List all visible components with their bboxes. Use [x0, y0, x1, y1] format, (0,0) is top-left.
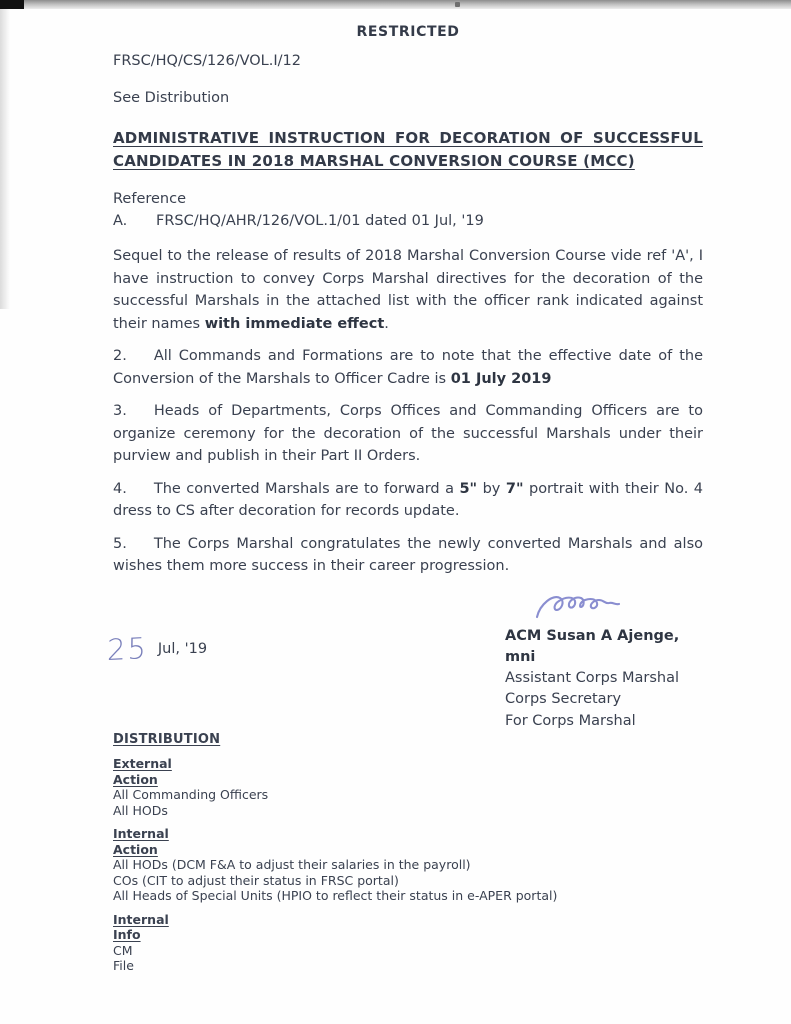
distribution-item: All Heads of Special Units (HPIO to reflect their status in e-APER portal) — [113, 888, 558, 903]
reference-heading: Reference — [113, 191, 187, 207]
signature-icon — [533, 590, 643, 622]
document-title: ADMINISTRATIVE INSTRUCTION FOR DECORATION OF SUCCESSFUL CANDIDATES IN 2018 MARSHAL CONVERSION COURSE (MCC) — [113, 129, 703, 170]
file-reference-number: FRSC/HQ/CS/126/VOL.I/12 — [113, 53, 301, 69]
signer-title-2: Corps Secretary — [505, 691, 622, 707]
paragraph-number: 3. — [113, 403, 127, 419]
paragraph-number: 2. — [113, 348, 127, 364]
scan-corner-mark — [0, 0, 24, 9]
distribution-type: Info — [113, 927, 141, 942]
paragraph-3: 3. Heads of Departments, Corps Offices and Commanding Officers are to organize ceremony for the decoration of the successful Marshals under their purview and publish in their Part II Orders. — [113, 403, 703, 464]
distribution-heading: DISTRIBUTION — [113, 731, 221, 747]
distribution-type: Action — [113, 771, 158, 787]
document-body — [106, 24, 703, 982]
distribution-item: All HODs (DCM F&A to adjust their salaries in the payroll) — [113, 857, 471, 872]
distribution-section-external-action — [113, 756, 703, 818]
signer-name: ACM Susan A Ajenge, mni — [505, 627, 680, 665]
distribution-item: All Commanding Officers — [113, 787, 269, 802]
distribution-scope: External — [113, 756, 172, 771]
distribution-list — [113, 732, 703, 974]
distribution-item: CM — [113, 942, 133, 958]
reference-item-label: A. — [113, 213, 128, 229]
distribution-section-internal-info — [113, 912, 703, 974]
distribution-item: All HODs — [113, 802, 168, 818]
signoff-block — [106, 590, 703, 729]
scan-left-shadow — [0, 9, 10, 309]
distribution-section-internal-action — [113, 826, 703, 904]
distribution-scope: Internal — [113, 911, 169, 927]
distribution-type: Action — [113, 841, 158, 857]
signature-block — [505, 590, 705, 733]
signer-title-1: Assistant Corps Marshal — [505, 669, 680, 686]
scan-speck — [455, 2, 460, 7]
handwritten-day: 25 — [106, 630, 149, 667]
distribution-scope: Internal — [113, 826, 169, 841]
date-text: Jul, '19 — [157, 640, 208, 657]
reference-item — [113, 210, 703, 232]
addressee-line: See Distribution — [113, 90, 230, 106]
scan-edge-shadow — [0, 0, 791, 9]
signer-title-3: For Corps Marshal — [505, 712, 636, 729]
date-block — [107, 632, 207, 666]
paragraph-5: 5. The Corps Marshal congratulates the newly converted Marshals and also wishes them more success in their career progression. — [113, 535, 703, 574]
paragraph-number: 5. — [113, 535, 127, 552]
paragraph-2: 2. All Commands and Formations are to note that the effective date of the Conversion of the Marshals to Officer Cadre is 01 July 2019 — [113, 348, 703, 387]
distribution-item: File — [113, 958, 134, 973]
paragraph-1: Sequel to the release of results of 2018 Marshal Conversion Course vide ref 'A', I have instruction to convey Corps Marshal directives for the decoration of the successful Marshals in the attached list with the officer rank indicated against their names with immediate effect. — [113, 248, 703, 332]
distribution-item: COs (CIT to adjust their status in FRSC portal) — [113, 872, 399, 888]
classification-banner: RESTRICTED — [356, 24, 460, 40]
reference-block — [113, 188, 703, 232]
paragraph-4: 4. The converted Marshals are to forward a 5" by 7" portrait with their No. 4 dress to CS after decoration for records update. — [113, 480, 703, 519]
paragraph-number: 4. — [113, 480, 127, 497]
reference-item-text: FRSC/HQ/AHR/126/VOL.1/01 dated 01 Jul, '19 — [156, 213, 484, 229]
